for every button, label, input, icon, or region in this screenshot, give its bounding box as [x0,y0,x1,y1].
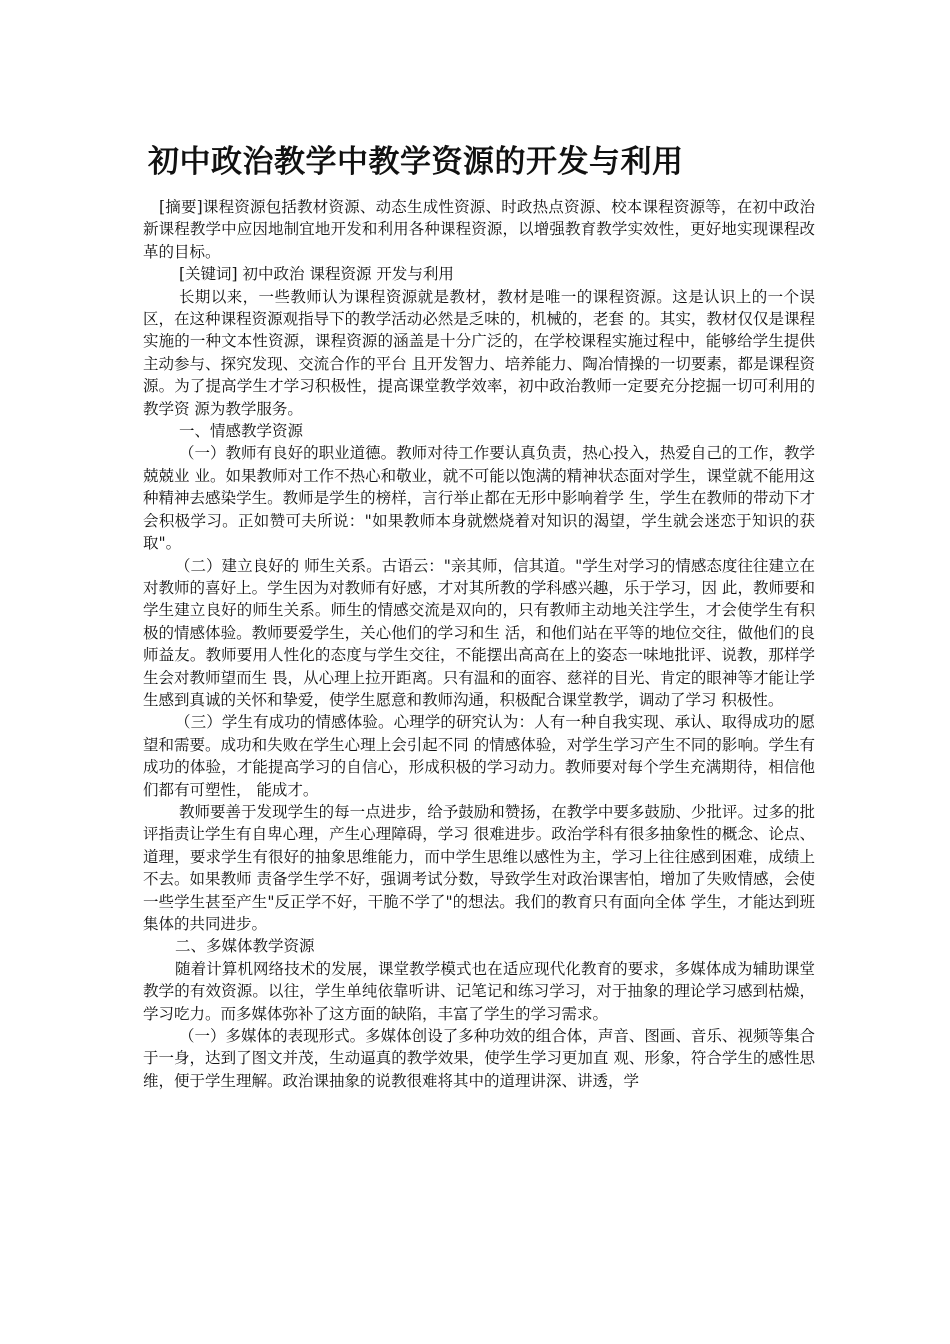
keywords-paragraph: [关键词] 初中政治 课程资源 开发与利用 [179,265,454,284]
body-paragraph: 教师要善于发现学生的每一点进步，给予鼓励和赞扬，在教学中要多鼓励、少批评。过多的批评指责让学生有自卑心理，产生心理障碍，学习 很难进步。政治学科有很多抽象性的概念、论点、道理，要求学生有很好的抽象思维能力，而中学生思维以感性为主，学习上往往感到困难，成绩上不去。如果教师 责备学生学不好，强调考试分数，导致学生对政治课害怕，增加了失败情感，会使一些学生甚至产生"反正学不好，干脆不学了"的想法。我们的教育只有面向全体 学生，才能达到班集体的共同进步。 [143,802,815,933]
section-heading: 一、情感教学资源 [179,422,304,441]
body-paragraph: 随着计算机网络技术的发展，课堂教学模式也在适应现代化教育的要求，多媒体成为辅助课堂教学的有效资源。以往，学生单纯依靠听讲、记笔记和练习学习，对于抽象的理论学习感到枯燥，学习吃力。而多媒体弥补了这方面的缺陷，丰富了学生的学习需求。 [143,959,815,1023]
body-paragraph: （一）多媒体的表现形式。多媒体创设了多种功效的组合体，声音、图画、音乐、视频等集合于一身，达到了图文并茂，生动逼真的教学效果，使学生学习更加直 观、形象，符合学生的感性思维，便于学生理解。政治课抽象的说教很难将其中的道理讲深、讲透，学 [143,1027,815,1090]
section-heading: 二、多媒体教学资源 [175,937,315,956]
body-paragraph: （三）学生有成功的情感体验。心理学的研究认为：人有一种自我实现、承认、取得成功的愿望和需要。成功和失败在学生心理上会引起不同 的情感体验，对学生学习产生不同的影响。学生有成功的体验，才能提高学习的自信心，形成积极的学习动力。教师要对每个学生充满期待，相信他们都有可塑性， 能成才。 [143,713,815,799]
abstract-paragraph: [摘要]课程资源包括教材资源、动态生成性资源、时政热点资源、校本课程资源等，在初中政治新课程教学中应因地制宜地开发和利用各种课程资源，以增强教育教学实效性，更好地实现课程改革的目标。 [143,198,815,261]
body-paragraph: （二）建立良好的 师生关系。古语云："亲其师，信其道。"学生对学习的情感态度往往建立在对教师的喜好上。学生因为对教师有好感，才对其所教的学科感兴趣，乐于学习，因 此，教师要和学生建立良好的师生关系。师生的情感交流是双向的，只有教师主动地关注学生，才会使学生有积极的情感体验。教师要爱学生，关心他们的学习和生 活，和他们站在平等的地位交往，做他们的良师益友。教师要用人性化的态度与学生交往，不能摆出高高在上的姿态一味地批评、说教，那样学生会对教师望而生 畏，从心理上拉开距离。只有温和的面容、慈祥的目光、肯定的眼神等才能让学生感到真诚的关怀和挚爱，使学生愿意和教师沟通，积极配合课堂教学，调动了学习 积极性。 [143,556,815,709]
document-page [143,140,815,1092]
body-paragraph: 长期以来，一些教师认为课程资源就是教材，教材是唯一的课程资源。这是认识上的一个误区，在这种课程资源观指导下的教学活动必然是乏味的，机械的，老套 的。其实，教材仅仅是课程实施的一种文本性资源，课程资源的涵盖是十分广泛的，在学校课程实施过程中，能够给学生提供主动参与、探究发现、交流合作的平台 且开发智力、培养能力、陶冶情操的一切要素，都是课程资源。为了提高学生才学习积极性，提高课堂教学效率，初中政治教师一定要充分挖掘一切可利用的教学资 源为教学服务。 [143,287,815,418]
document-title: 初中政治教学中教学资源的开发与利用 [148,144,684,180]
body-paragraph: （一）教师有良好的职业道德。教师对待工作要认真负责，热心投入，热爱自己的工作，教学兢兢业 业。如果教师对工作不热心和敬业，就不可能以饱满的精神状态面对学生，课堂就不能用这种精神去感染学生。教师是学生的榜样，言行举止都在无形中影响着学 生，学生在教师的带动下才会积极学习。正如赞可夫所说："如果教师本身就燃烧着对知识的渴望，学生就会迷恋于知识的获取"。 [143,444,815,553]
